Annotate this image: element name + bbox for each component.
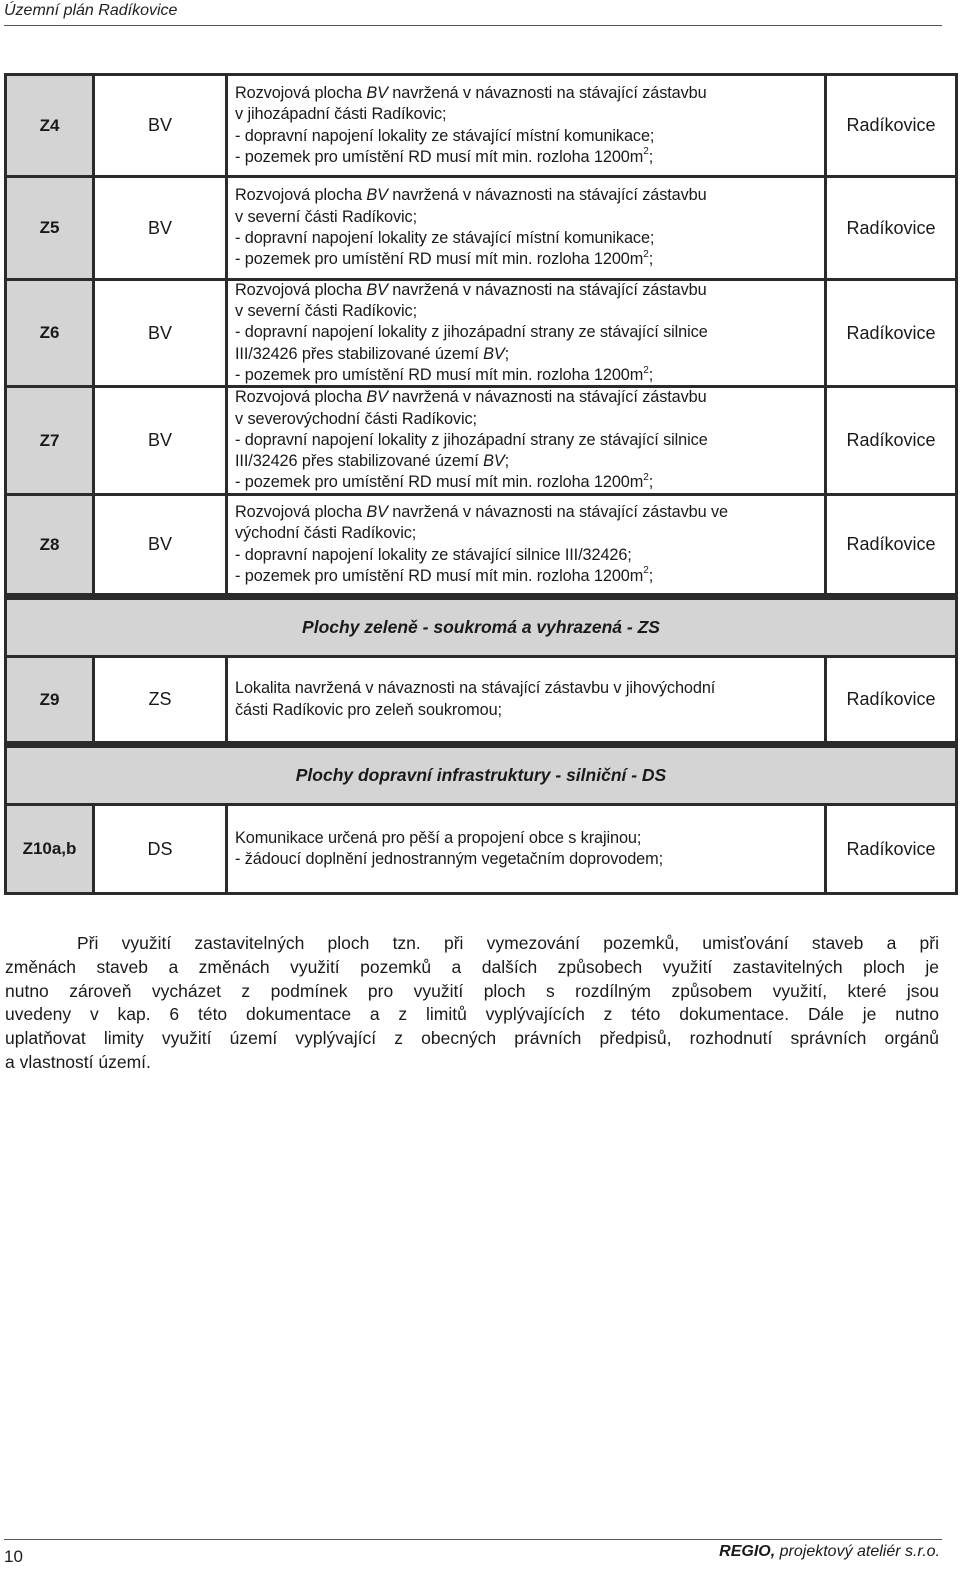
description-line: v severní části Radíkovic; — [235, 207, 417, 226]
table-row-z10-id: Z10a,b — [7, 806, 92, 892]
description-line: - pozemek pro umístění RD musí mít min. rozloha $1200m^2$; — [235, 146, 654, 166]
description-line: Lokalita navržená v návaznosti na stávající zástavbu v jihovýchodní — [235, 679, 716, 698]
description-line: v severní části Radíkovic; — [235, 302, 417, 321]
description-line: východní části Radíkovic; — [235, 524, 417, 543]
table-row-z6-code: BV — [95, 281, 225, 385]
table-row-z9-location: Radíkovice — [827, 658, 955, 741]
paragraph-line: nutno zároveň vycházet z podmínek pro využití ploch s rozdílným způsobem využití, které jsou — [5, 980, 939, 1001]
paragraph-line: uplatňovat limity využití území vyplývající z obecných právních předpisů, rozhodnutí správních orgánů — [5, 1028, 939, 1049]
description-line: - pozemek pro umístění RD musí mít min. rozloha $1200m^2$; — [235, 565, 654, 585]
table-row-z10-location: Radíkovice — [827, 806, 955, 892]
description-line: III/32426 přes stabilizované území BV; — [235, 452, 510, 471]
description-line: - dopravní napojení lokality ze stávající místní komunikace; — [235, 126, 655, 145]
table-row-z5-id: Z5 — [7, 178, 92, 278]
description-line: - dopravní napojení lokality z jihozápadní strany ze stávající silnice — [235, 430, 708, 449]
table-row-z5-description — [228, 178, 824, 278]
page-number: 10 — [4, 1547, 23, 1566]
company-suffix: projektový ateliér s.r.o. — [779, 1543, 940, 1560]
table-row-z9-description — [228, 658, 824, 741]
description-line: - pozemek pro umístění RD musí mít min. rozloha $1200m^2$; — [235, 248, 654, 269]
description-line: - pozemek pro umístění RD musí mít min. rozloha $1200m^2$; — [235, 364, 654, 384]
table-row-z5-location: Radíkovice — [827, 178, 955, 278]
table-row-z8-code: BV — [95, 496, 225, 593]
table-row-z5-code: BV — [95, 178, 225, 278]
description-line: Komunikace určená pro pěší a propojení obce s krajinou; — [235, 828, 642, 847]
description-line: Rozvojová plocha BV navržená v návaznosti na stávající zástavbu — [235, 186, 707, 205]
table-row-z7-code: BV — [95, 388, 225, 493]
description-line: Rozvojová plocha BV navržená v návaznosti na stávající zástavbu ve — [235, 502, 728, 521]
description-line: Rozvojová plocha BV navržená v návaznosti na stávající zástavbu — [235, 388, 707, 407]
table-row-z10-description — [228, 806, 824, 892]
table-row-z4-code: BV — [95, 76, 225, 175]
table-row-z6-description — [228, 281, 824, 385]
description-line: - dopravní napojení lokality ze stávající silnice III/32426; — [235, 545, 632, 564]
description-line: III/32426 přes stabilizované území BV; — [235, 344, 510, 363]
development-areas-table — [4, 73, 958, 895]
paragraph-line: Při využití zastavitelných ploch tzn. při vymezování pozemků, umisťování staveb a při — [77, 933, 939, 953]
section-header-ds: Plochy dopravní infrastruktury - silniční - DS — [7, 748, 955, 803]
table-row-z8-id: Z8 — [7, 496, 92, 593]
table-row-z7-description — [228, 388, 824, 493]
table-row-z4-id: Z4 — [7, 76, 92, 175]
section-header-zs: Plochy zeleně - soukromá a vyhrazená - ZS — [7, 600, 955, 655]
description-line: - dopravní napojení lokality z jihozápadní strany ze stávající silnice — [235, 323, 708, 342]
table-row-z9-id: Z9 — [7, 658, 92, 741]
company-name: REGIO, — [719, 1543, 776, 1560]
table-row-z4-location: Radíkovice — [827, 76, 955, 175]
footer-divider — [4, 1539, 942, 1540]
table-row-z6-location: Radíkovice — [827, 281, 955, 385]
description-line: v jihozápadní části Radíkovic; — [235, 105, 447, 124]
description-line: Rozvojová plocha BV navržená v návaznosti na stávající zástavbu — [235, 280, 707, 299]
table-row-z9-code: ZS — [95, 658, 225, 741]
paragraph-line: a vlastností území. — [5, 1051, 151, 1072]
table-row-z4-description — [228, 76, 824, 175]
header-divider — [4, 25, 942, 26]
description-line: - pozemek pro umístění RD musí mít min. rozloha $1200m^2$; — [235, 472, 654, 492]
table-row-z7-id: Z7 — [7, 388, 92, 493]
table-row-z7-location: Radíkovice — [827, 388, 955, 493]
document-title: Územní plán Radíkovice — [4, 2, 178, 19]
table-row-z10-code: DS — [95, 806, 225, 892]
table-row-z8-location: Radíkovice — [827, 496, 955, 593]
body-paragraph — [5, 932, 939, 1075]
description-line: v severovýchodní části Radíkovic; — [235, 409, 477, 428]
paragraph-line: uvedeny v kap. 6 této dokumentace a z limitů vyplývajících z této dokumentace. Dále je nutno — [5, 1004, 939, 1025]
description-line: - žádoucí doplnění jednostranným vegetačním doprovodem; — [235, 850, 664, 868]
company-credit — [719, 1543, 940, 1561]
table-row-z6-id: Z6 — [7, 281, 92, 385]
paragraph-line: změnách staveb a změnách využití pozemků a dalších způsobech využití zastavitelných ploch je — [5, 956, 939, 977]
description-line: části Radíkovic pro zeleň soukromou; — [235, 700, 502, 719]
description-line: Rozvojová plocha BV navržená v návaznosti na stávající zástavbu — [235, 83, 707, 102]
table-row-z8-description — [228, 496, 824, 593]
description-line: - dopravní napojení lokality ze stávající místní komunikace; — [235, 229, 655, 247]
